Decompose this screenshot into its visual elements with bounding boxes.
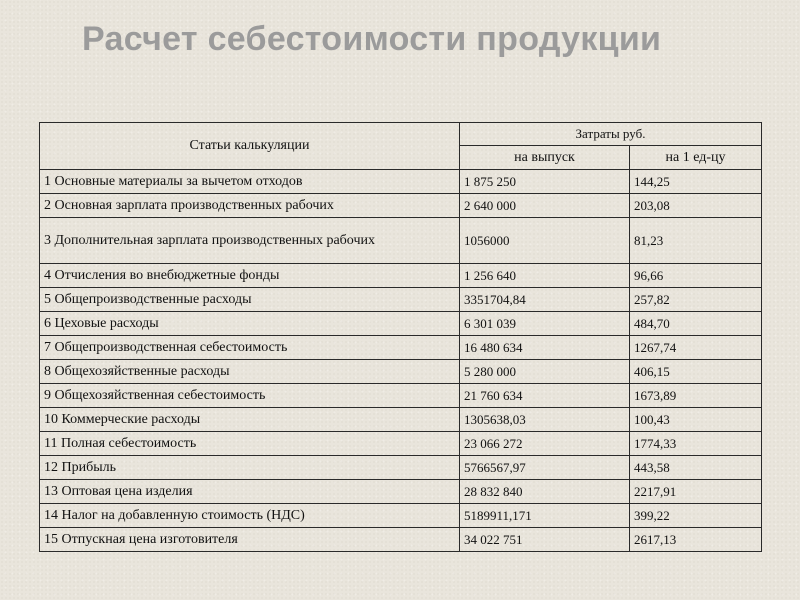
row-output-cost: 16 480 634	[460, 336, 630, 360]
row-output-cost: 5189911,171	[460, 504, 630, 528]
row-name: 10 Коммерческие расходы	[40, 408, 460, 432]
row-unit-cost: 144,25	[630, 170, 762, 194]
table-row	[40, 480, 762, 504]
row-name: 7 Общепроизводственная себестоимость	[40, 336, 460, 360]
row-name: 9 Общехозяйственная себестоимость	[40, 384, 460, 408]
row-unit-cost: 1774,33	[630, 432, 762, 456]
table-row	[40, 528, 762, 552]
row-name: 14 Налог на добавленную стоимость (НДС)	[40, 504, 460, 528]
row-unit-cost: 443,58	[630, 456, 762, 480]
row-unit-cost: 96,66	[630, 264, 762, 288]
row-unit-cost: 257,82	[630, 288, 762, 312]
row-unit-cost: 1267,74	[630, 336, 762, 360]
row-output-cost: 6 301 039	[460, 312, 630, 336]
row-output-cost: 23 066 272	[460, 432, 630, 456]
row-output-cost: 34 022 751	[460, 528, 630, 552]
header-per-output: на выпуск	[460, 146, 630, 170]
row-output-cost: 1305638,03	[460, 408, 630, 432]
table-row	[40, 264, 762, 288]
row-unit-cost: 406,15	[630, 360, 762, 384]
table-row	[40, 408, 762, 432]
row-name: 12 Прибыль	[40, 456, 460, 480]
row-name: 2 Основная зарплата производственных рабочих	[40, 194, 460, 218]
row-name: 11 Полная себестоимость	[40, 432, 460, 456]
table-row	[40, 456, 762, 480]
row-unit-cost: 81,23	[630, 218, 762, 264]
row-name: 8 Общехозяйственные расходы	[40, 360, 460, 384]
table-row	[40, 218, 762, 264]
row-name: 1 Основные материалы за вычетом отходов	[40, 170, 460, 194]
table-row	[40, 288, 762, 312]
row-unit-cost: 484,70	[630, 312, 762, 336]
table-row	[40, 194, 762, 218]
row-output-cost: 21 760 634	[460, 384, 630, 408]
row-unit-cost: 1673,89	[630, 384, 762, 408]
row-output-cost: 2 640 000	[460, 194, 630, 218]
table-row	[40, 384, 762, 408]
row-name: 13 Оптовая цена изделия	[40, 480, 460, 504]
row-output-cost: 1 256 640	[460, 264, 630, 288]
row-unit-cost: 2617,13	[630, 528, 762, 552]
row-output-cost: 28 832 840	[460, 480, 630, 504]
table-row	[40, 504, 762, 528]
table-row	[40, 360, 762, 384]
row-unit-cost: 203,08	[630, 194, 762, 218]
cost-calculation-table	[39, 122, 762, 552]
row-name: 3 Дополнительная зарплата производственных рабочих	[40, 218, 460, 264]
row-output-cost: 1 875 250	[460, 170, 630, 194]
table-row	[40, 432, 762, 456]
row-output-cost: 5766567,97	[460, 456, 630, 480]
row-name: 15 Отпускная цена изготовителя	[40, 528, 460, 552]
row-output-cost: 1056000	[460, 218, 630, 264]
header-costs: Затраты руб.	[460, 123, 762, 146]
table-row	[40, 170, 762, 194]
row-unit-cost: 399,22	[630, 504, 762, 528]
row-output-cost: 5 280 000	[460, 360, 630, 384]
table-row	[40, 336, 762, 360]
row-name: 6 Цеховые расходы	[40, 312, 460, 336]
row-name: 5 Общепроизводственные расходы	[40, 288, 460, 312]
table-row	[40, 312, 762, 336]
row-unit-cost: 100,43	[630, 408, 762, 432]
row-unit-cost: 2217,91	[630, 480, 762, 504]
row-output-cost: 3351704,84	[460, 288, 630, 312]
slide-title: Расчет себестоимости продукции	[82, 20, 662, 58]
header-calculation-items: Статьи калькуляции	[40, 123, 460, 170]
row-name: 4 Отчисления во внебюджетные фонды	[40, 264, 460, 288]
header-per-unit: на 1 ед-цу	[630, 146, 762, 170]
